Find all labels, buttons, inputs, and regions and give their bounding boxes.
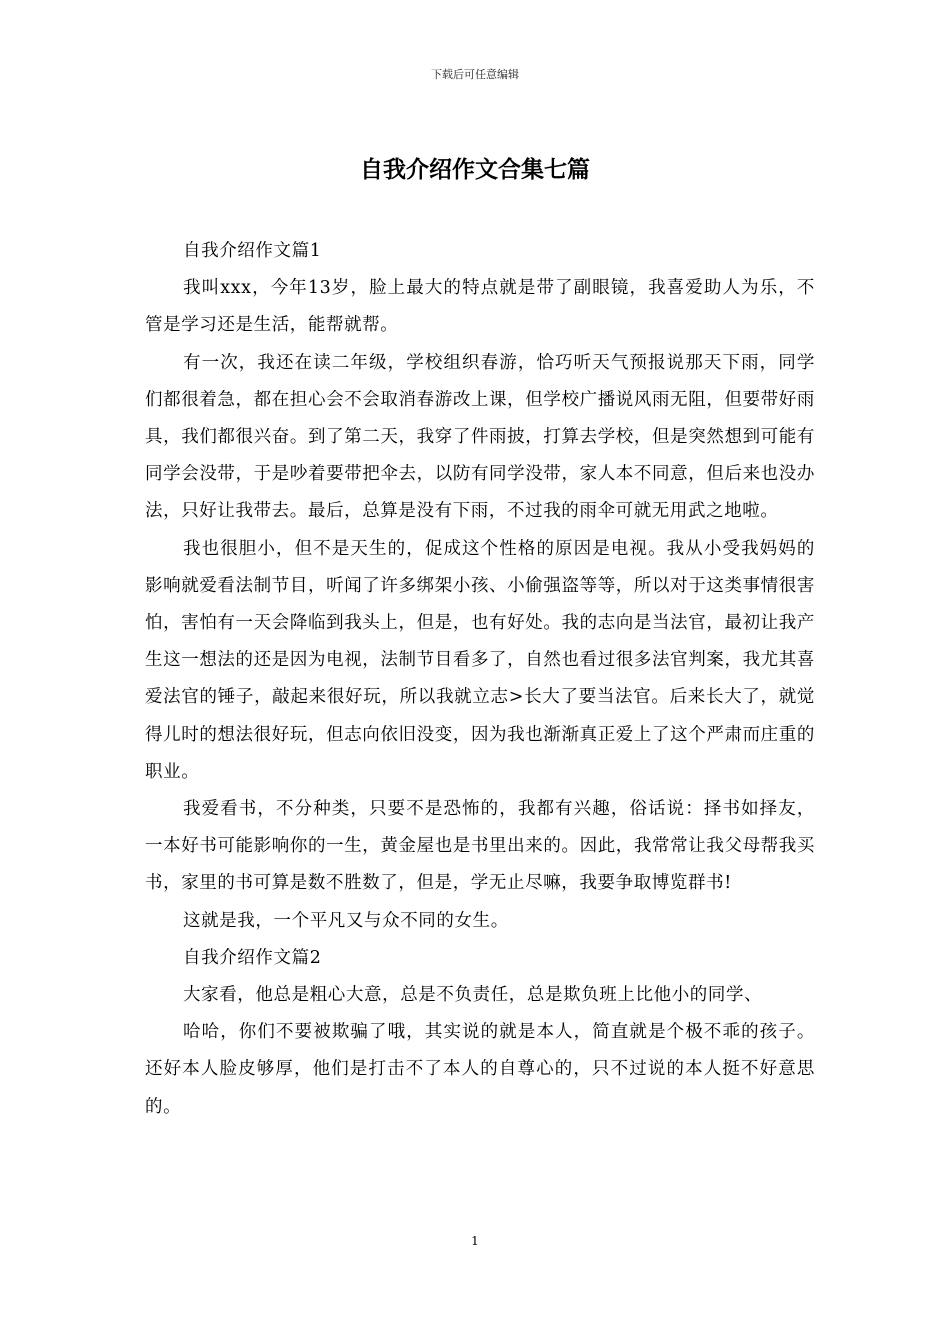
header-note: 下载后可任意编辑 (431, 68, 519, 81)
paragraph: 大家看，他总是粗心大意，总是不负责任，总是欺负班上比他小的同学、 (183, 985, 763, 1006)
paragraph: 这就是我，一个平凡又与众不同的女生。 (183, 910, 509, 931)
document-body (145, 233, 815, 1126)
paragraph: 我叫xxx，今年13岁，脸上最大的特点就是带了副眼镜，我喜爱助人为乐，不管是学习还是生活，能帮就帮。 (145, 278, 815, 336)
paragraph: 有一次，我还在读二年级，学校组织春游，恰巧听天气预报说那天下雨，同学们都很着急，都在担心会不会取消春游改上课，但学校广播说风雨无阻，但要带好雨具，我们都很兴奋。到了第二天，我穿了件雨披，打算去学校，但是突然想到可能有同学会没带，于是吵着要带把伞去，以防有同学没带，家人本不同意，但后来也没办法，只好让我带去。最后，总算是没有下雨，不过我的雨伞可就无用武之地啦。 (145, 352, 815, 522)
paragraph: 哈哈，你们不要被欺骗了哦，其实说的就是本人，简直就是个极不乖的孩子。还好本人脸皮够厚，他们是打击不了本人的自尊心的，只不过说的本人挺不好意思的。 (145, 1022, 815, 1117)
document-title: 自我介绍作文合集七篇 (360, 156, 590, 183)
section-heading: 自我介绍作文篇2 (183, 947, 322, 968)
page-number: 1 (471, 1234, 479, 1248)
paragraph: 我也很胆小，但不是天生的，促成这个性格的原因是电视。我从小受我妈妈的影响就爱看法制节目，听闻了许多绑架小孩、小偷强盗等等，所以对于这类事情很害怕，害怕有一天会降临到我头上，但是，也有好处。我的志向是当法官，最初让我产生这一想法的还是因为电视，法制节目看多了，自然也看过很多法官判案，我尤其喜爱法官的锤子，敲起来很好玩，所以我就立志>长大了要当法官。后来长大了，就觉得儿时的想法很好玩，但志向依旧没变，因为我也渐渐真正爱上了这个严肃而庄重的职业。 (145, 538, 815, 782)
paragraph: 我爱看书，不分种类，只要不是恐怖的，我都有兴趣，俗话说：择书如择友，一本好书可能影响你的一生，黄金屋也是书里出来的。因此，我常常让我父母帮我买书，家里的书可算是数不胜数了，但是，学无止尽嘛，我要争取博览群书! (145, 799, 815, 894)
section-heading: 自我介绍作文篇1 (183, 241, 322, 261)
